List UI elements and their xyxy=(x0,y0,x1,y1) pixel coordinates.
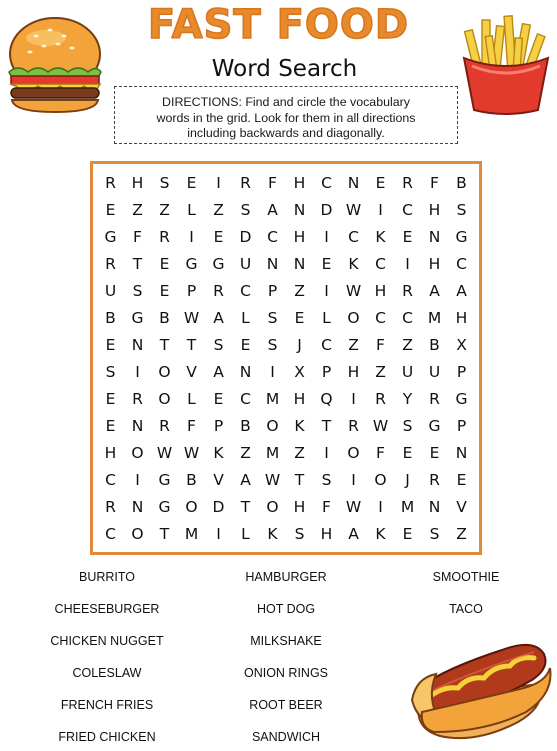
grid-letter[interactable]: Z xyxy=(348,335,359,354)
grid-letter[interactable]: V xyxy=(213,470,224,489)
grid-letter[interactable]: R xyxy=(159,227,170,246)
grid-letter[interactable]: F xyxy=(376,335,385,354)
grid-letter[interactable]: O xyxy=(266,416,279,435)
grid-letter[interactable]: R xyxy=(429,389,440,408)
grid-letter[interactable]: E xyxy=(294,308,305,327)
vocabulary-word: TACO xyxy=(449,602,483,616)
grid-letter[interactable]: G xyxy=(455,389,468,408)
grid-letter[interactable]: L xyxy=(187,389,196,408)
grid-letter[interactable]: N xyxy=(239,362,252,381)
grid-letter[interactable]: R xyxy=(402,173,413,192)
grid-letter[interactable]: W xyxy=(156,443,173,462)
grid-letter[interactable]: C xyxy=(402,200,413,219)
grid-letter[interactable]: Z xyxy=(240,443,251,462)
grid-letter[interactable]: O xyxy=(347,308,360,327)
grid-letter[interactable]: K xyxy=(267,524,278,543)
grid-letter[interactable]: B xyxy=(456,173,467,192)
grid-letter[interactable]: W xyxy=(372,416,389,435)
grid-letter[interactable]: D xyxy=(212,497,225,516)
grid-letter[interactable]: F xyxy=(322,497,331,516)
grid-letter[interactable]: I xyxy=(135,362,140,381)
grid-letter[interactable]: N xyxy=(131,416,144,435)
grid-letter[interactable]: A xyxy=(456,281,467,300)
grid-letter[interactable]: T xyxy=(159,524,170,543)
grid-letter[interactable]: W xyxy=(183,308,200,327)
grid-letter[interactable]: P xyxy=(213,416,224,435)
grid-letter[interactable]: I xyxy=(405,254,410,273)
grid-letter[interactable]: F xyxy=(268,173,277,192)
grid-letter[interactable]: C xyxy=(267,227,278,246)
grid-letter[interactable]: E xyxy=(402,443,413,462)
grid-letter[interactable]: H xyxy=(428,254,441,273)
grid-letter[interactable]: H xyxy=(293,173,306,192)
grid-letter[interactable]: R xyxy=(429,470,440,489)
grid-letter[interactable]: J xyxy=(297,335,302,354)
grid-letter[interactable]: T xyxy=(186,335,197,354)
grid-letter[interactable]: N xyxy=(266,254,279,273)
vocabulary-word: FRIED CHICKEN xyxy=(58,730,156,744)
grid-letter[interactable]: S xyxy=(159,173,170,192)
grid-letter[interactable]: N xyxy=(347,173,360,192)
grid-letter[interactable]: A xyxy=(213,308,224,327)
vocabulary-word: FRENCH FRIES xyxy=(60,698,154,712)
grid-letter[interactable]: E xyxy=(186,173,197,192)
grid-letter[interactable]: W xyxy=(345,200,362,219)
grid-letter[interactable]: H xyxy=(347,362,360,381)
grid-letter[interactable]: N xyxy=(293,200,306,219)
grid-letter[interactable]: E xyxy=(321,254,332,273)
grid-letter[interactable]: K xyxy=(348,254,359,273)
grid-letter[interactable]: M xyxy=(184,524,199,543)
grid-letter[interactable]: T xyxy=(132,254,143,273)
grid-letter[interactable]: E xyxy=(213,227,224,246)
grid-letter[interactable]: R xyxy=(402,281,413,300)
grid-letter[interactable]: H xyxy=(320,524,333,543)
grid-letter[interactable]: O xyxy=(158,389,171,408)
grid-letter[interactable]: U xyxy=(239,254,252,273)
page-title: FAST FOOD xyxy=(147,2,410,48)
grid-letter[interactable]: H xyxy=(293,389,306,408)
grid-letter[interactable]: I xyxy=(324,227,329,246)
grid-letter[interactable]: X xyxy=(294,362,305,381)
grid-letter[interactable]: W xyxy=(345,281,362,300)
grid-letter[interactable]: P xyxy=(186,281,197,300)
vocabulary-word: ROOT BEER xyxy=(249,698,323,712)
grid-letter[interactable]: G xyxy=(212,254,225,273)
grid-letter[interactable]: G xyxy=(158,470,171,489)
grid-letter[interactable]: H xyxy=(293,497,306,516)
grid-letter[interactable]: N xyxy=(131,335,144,354)
grid-letter[interactable]: E xyxy=(402,524,413,543)
grid-letter[interactable]: R xyxy=(348,416,359,435)
vocabulary-word: SMOOTHIE xyxy=(432,570,500,584)
letter-grid xyxy=(97,169,475,547)
grid-letter[interactable]: Z xyxy=(375,362,386,381)
vocabulary-word: CHEESEBURGER xyxy=(54,602,160,616)
grid-letter[interactable]: N xyxy=(428,497,441,516)
grid-letter[interactable]: P xyxy=(456,362,467,381)
grid-letter[interactable]: M xyxy=(265,443,280,462)
grid-letter[interactable]: L xyxy=(187,200,196,219)
word-search-grid xyxy=(90,161,482,555)
grid-letter[interactable]: C xyxy=(321,335,332,354)
grid-letter[interactable]: H xyxy=(428,200,441,219)
grid-letter[interactable]: I xyxy=(378,200,383,219)
grid-letter[interactable]: W xyxy=(345,497,362,516)
grid-letter[interactable]: L xyxy=(241,524,250,543)
grid-letter[interactable]: S xyxy=(429,524,440,543)
grid-letter[interactable]: K xyxy=(375,227,386,246)
hot-dog-illustration xyxy=(406,628,556,746)
grid-letter[interactable]: V xyxy=(456,497,467,516)
grid-letter[interactable]: R xyxy=(132,389,143,408)
grid-letter[interactable]: R xyxy=(375,389,386,408)
directions-box xyxy=(114,86,458,144)
grid-letter[interactable]: D xyxy=(239,227,252,246)
grid-letter[interactable]: L xyxy=(322,308,331,327)
grid-letter[interactable]: B xyxy=(429,335,440,354)
grid-letter[interactable]: I xyxy=(216,173,221,192)
grid-letter[interactable]: P xyxy=(321,362,332,381)
grid-letter[interactable]: A xyxy=(267,200,278,219)
directions-line: DIRECTIONS: Find and circle the vocabulary xyxy=(162,95,410,109)
grid-letter[interactable]: D xyxy=(320,200,333,219)
grid-letter[interactable]: M xyxy=(265,389,280,408)
grid-letter[interactable]: R xyxy=(105,173,116,192)
grid-letter[interactable]: E xyxy=(375,173,386,192)
grid-letter[interactable]: F xyxy=(376,443,385,462)
grid-letter[interactable]: M xyxy=(427,308,442,327)
directions-line: words in the grid. Look for them in all directions xyxy=(156,110,416,125)
grid-letter[interactable]: L xyxy=(241,308,250,327)
grid-letter[interactable]: O xyxy=(131,443,144,462)
grid-letter[interactable]: B xyxy=(186,470,197,489)
grid-letter[interactable]: F xyxy=(430,173,439,192)
grid-letter[interactable]: N xyxy=(293,254,306,273)
grid-letter[interactable]: Y xyxy=(402,389,413,408)
grid-letter[interactable]: O xyxy=(131,524,144,543)
grid-letter[interactable]: S xyxy=(267,335,278,354)
grid-letter[interactable]: C xyxy=(105,524,116,543)
grid-letter[interactable]: I xyxy=(351,470,356,489)
grid-letter[interactable]: I xyxy=(324,443,329,462)
grid-letter[interactable]: A xyxy=(429,281,440,300)
grid-letter[interactable]: U xyxy=(401,362,414,381)
grid-letter[interactable]: E xyxy=(159,281,170,300)
grid-letter[interactable]: F xyxy=(187,416,196,435)
grid-letter[interactable]: K xyxy=(213,443,224,462)
grid-letter[interactable]: S xyxy=(132,281,143,300)
grid-letter[interactable]: N xyxy=(428,227,441,246)
grid-letter[interactable]: S xyxy=(267,308,278,327)
grid-letter[interactable]: B xyxy=(105,308,116,327)
grid-letter[interactable]: E xyxy=(105,416,116,435)
grid-letter[interactable]: N xyxy=(131,497,144,516)
grid-letter[interactable]: H xyxy=(374,281,387,300)
grid-letter[interactable]: G xyxy=(158,497,171,516)
grid-letter[interactable]: O xyxy=(266,497,279,516)
grid-letter[interactable]: C xyxy=(348,227,359,246)
grid-letter[interactable]: H xyxy=(293,227,306,246)
vocabulary-word: COLESLAW xyxy=(72,666,142,680)
grid-letter[interactable]: W xyxy=(183,443,200,462)
vocabulary-word: ONION RINGS xyxy=(243,666,329,680)
grid-letter[interactable]: C xyxy=(105,470,116,489)
grid-letter[interactable]: A xyxy=(348,524,359,543)
vocabulary-word: SANDWICH xyxy=(251,730,321,744)
vocabulary-word: MILKSHAKE xyxy=(250,634,322,648)
grid-letter[interactable]: O xyxy=(347,443,360,462)
grid-letter[interactable]: W xyxy=(264,470,281,489)
grid-letter[interactable]: I xyxy=(351,389,356,408)
grid-letter[interactable]: G xyxy=(104,227,117,246)
grid-letter[interactable]: E xyxy=(456,470,467,489)
directions-line: including backwards and diagonally. xyxy=(187,126,385,140)
grid-letter[interactable]: Q xyxy=(320,389,333,408)
vocabulary-word: CHICKEN NUGGET xyxy=(50,634,164,648)
grid-letter[interactable]: S xyxy=(240,200,251,219)
grid-letter[interactable]: I xyxy=(135,470,140,489)
grid-letter[interactable]: J xyxy=(405,470,410,489)
grid-letter[interactable]: I xyxy=(324,281,329,300)
grid-letter[interactable]: G xyxy=(455,227,468,246)
grid-letter[interactable]: O xyxy=(158,362,171,381)
grid-letter[interactable]: Z xyxy=(159,200,170,219)
page-subtitle: Word Search xyxy=(211,56,358,82)
grid-letter[interactable]: H xyxy=(131,173,144,192)
grid-letter[interactable]: Z xyxy=(294,443,305,462)
grid-letter[interactable]: K xyxy=(294,416,305,435)
grid-letter[interactable]: F xyxy=(133,227,142,246)
vocabulary-word: BURRITO xyxy=(78,570,136,584)
grid-letter[interactable]: S xyxy=(321,470,332,489)
grid-letter[interactable]: B xyxy=(159,308,170,327)
grid-letter[interactable]: E xyxy=(429,443,440,462)
grid-letter[interactable]: A xyxy=(213,362,224,381)
grid-letter[interactable]: R xyxy=(105,254,116,273)
grid-letter[interactable]: U xyxy=(104,281,117,300)
grid-letter[interactable]: R xyxy=(105,497,116,516)
grid-letter[interactable]: I xyxy=(270,362,275,381)
grid-letter[interactable]: C xyxy=(240,389,251,408)
grid-letter[interactable]: S xyxy=(105,362,116,381)
grid-letter[interactable]: Z xyxy=(456,524,467,543)
grid-letter[interactable]: E xyxy=(402,227,413,246)
grid-letter[interactable]: C xyxy=(456,254,467,273)
vocabulary-word: HOT DOG xyxy=(256,602,316,616)
grid-letter[interactable]: B xyxy=(240,416,251,435)
grid-letter[interactable]: R xyxy=(240,173,251,192)
grid-letter[interactable]: T xyxy=(159,335,170,354)
grid-letter[interactable]: Z xyxy=(132,200,143,219)
grid-letter[interactable]: E xyxy=(240,335,251,354)
grid-letter[interactable]: A xyxy=(240,470,251,489)
grid-letter[interactable]: I xyxy=(189,227,194,246)
grid-letter[interactable]: P xyxy=(456,416,467,435)
grid-letter[interactable]: P xyxy=(267,281,278,300)
grid-letter[interactable]: C xyxy=(375,308,386,327)
grid-letter[interactable]: S xyxy=(402,416,413,435)
grid-letter[interactable]: T xyxy=(321,416,332,435)
grid-letter[interactable]: C xyxy=(321,173,332,192)
grid-letter[interactable]: H xyxy=(104,443,117,462)
grid-letter[interactable]: R xyxy=(159,416,170,435)
grid-letter[interactable]: O xyxy=(374,470,387,489)
grid-letter[interactable]: C xyxy=(375,254,386,273)
grid-letter[interactable]: I xyxy=(378,497,383,516)
grid-letter[interactable]: K xyxy=(375,524,386,543)
grid-letter[interactable]: N xyxy=(455,443,468,462)
grid-letter[interactable]: Z xyxy=(213,200,224,219)
grid-letter[interactable]: O xyxy=(185,497,198,516)
vocabulary-word: HAMBURGER xyxy=(245,570,327,584)
grid-letter[interactable]: E xyxy=(159,254,170,273)
grid-letter[interactable]: U xyxy=(428,362,441,381)
grid-letter[interactable]: E xyxy=(105,200,116,219)
grid-letter[interactable]: I xyxy=(216,524,221,543)
grid-letter[interactable]: R xyxy=(213,281,224,300)
grid-letter[interactable]: S xyxy=(213,335,224,354)
grid-letter[interactable]: M xyxy=(400,497,415,516)
grid-letter[interactable]: C xyxy=(402,308,413,327)
grid-letter[interactable]: X xyxy=(456,335,467,354)
grid-letter[interactable]: Z xyxy=(294,281,305,300)
grid-letter[interactable]: T xyxy=(240,497,251,516)
grid-letter[interactable]: G xyxy=(185,254,198,273)
grid-letter[interactable]: H xyxy=(455,308,468,327)
grid-letter[interactable]: G xyxy=(428,416,441,435)
grid-letter[interactable]: G xyxy=(131,308,144,327)
grid-letter[interactable]: E xyxy=(105,335,116,354)
grid-letter[interactable]: S xyxy=(456,200,467,219)
grid-letter[interactable]: E xyxy=(213,389,224,408)
grid-letter[interactable]: V xyxy=(186,362,197,381)
grid-letter[interactable]: T xyxy=(294,470,305,489)
grid-letter[interactable]: C xyxy=(240,281,251,300)
grid-letter[interactable]: S xyxy=(294,524,305,543)
grid-letter[interactable]: E xyxy=(105,389,116,408)
grid-letter[interactable]: Z xyxy=(402,335,413,354)
